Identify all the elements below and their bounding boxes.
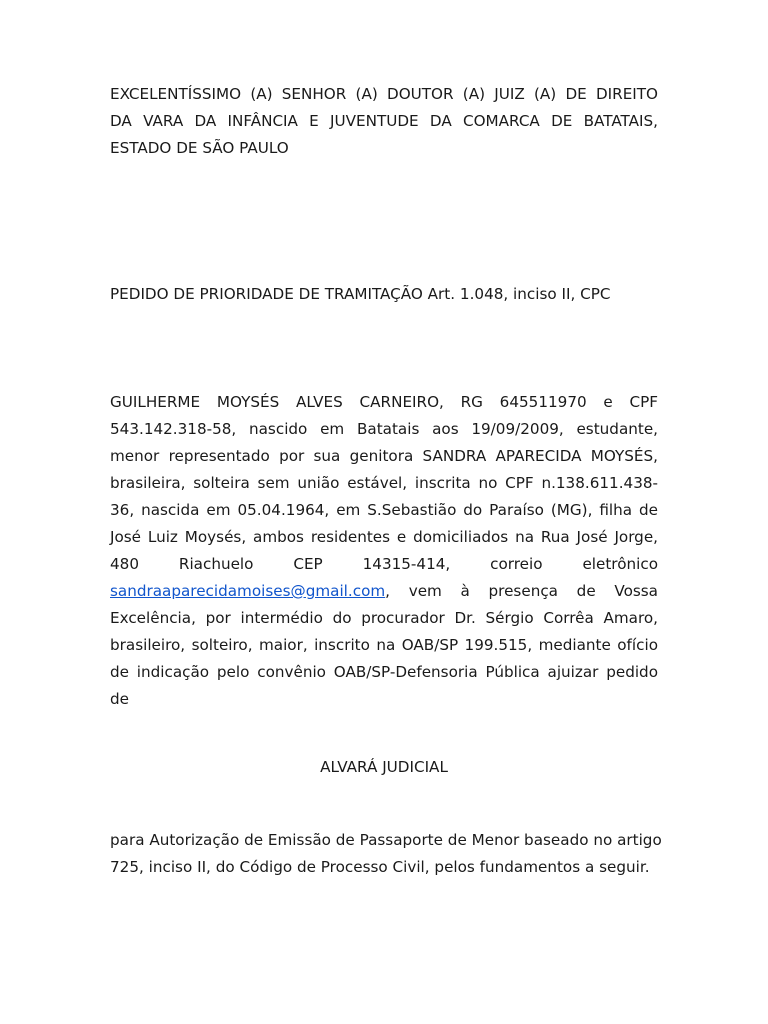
action-title xyxy=(110,754,658,781)
priority-request-text: PEDIDO DE PRIORIDADE DE TRAMITAÇÃO Art. 1.048, inciso II, CPC xyxy=(110,285,611,303)
action-title-text: ALVARÁ JUDICIAL xyxy=(320,758,448,776)
qualification-line: brasileira, solteira sem união estável, inscrita no CPF n.138.611.438- xyxy=(110,474,658,492)
closing-paragraph xyxy=(110,827,662,881)
qualification-line: 543.142.318-58, nascido em Batatais aos 19/09/2009, estudante, xyxy=(110,420,658,438)
qualification-line: José Luiz Moysés, ambos residentes e domiciliados na Rua José Jorge, xyxy=(110,528,658,546)
qualification-line-rest: , vem à presença de Vossa xyxy=(385,582,658,600)
priority-request-title xyxy=(110,281,658,308)
addressee-line: DA VARA DA INFÂNCIA E JUVENTUDE DA COMARCA DE BATATAIS, xyxy=(110,112,658,130)
qualification-line: de indicação pelo convênio OAB/SP-Defensoria Pública ajuizar pedido xyxy=(110,663,658,681)
qualification-line: 36, nascida em 05.04.1964, em S.Sebastião do Paraíso (MG), filha de xyxy=(110,501,658,519)
document-page xyxy=(110,0,662,1024)
addressee-block xyxy=(110,81,658,162)
qualification-line: Excelência, por intermédio do procurador Dr. Sérgio Corrêa Amaro, xyxy=(110,609,658,627)
addressee-line: EXCELENTÍSSIMO (A) SENHOR (A) DOUTOR (A) JUIZ (A) DE DIREITO xyxy=(110,85,658,103)
party-qualification-paragraph xyxy=(110,389,658,713)
closing-line: 725, inciso II, do Código de Processo Civil, pelos fundamentos a seguir. xyxy=(110,858,650,876)
qualification-line: menor representado por sua genitora SANDRA APARECIDA MOYSÉS, xyxy=(110,447,658,465)
qualification-line: GUILHERME MOYSÉS ALVES CARNEIRO, RG 645511970 e CPF xyxy=(110,393,658,411)
email-link[interactable]: sandraaparecidamoises@gmail.com xyxy=(110,582,386,600)
qualification-line: brasileiro, solteiro, maior, inscrito na OAB/SP 199.515, mediante ofício xyxy=(110,636,658,654)
qualification-line: de xyxy=(110,690,129,708)
addressee-line: ESTADO DE SÃO PAULO xyxy=(110,139,289,157)
qualification-email-line xyxy=(110,578,658,605)
qualification-line: 480 Riachuelo CEP 14315-414, correio eletrônico xyxy=(110,555,658,573)
closing-line: para Autorização de Emissão de Passaporte de Menor baseado no artigo xyxy=(110,831,662,849)
